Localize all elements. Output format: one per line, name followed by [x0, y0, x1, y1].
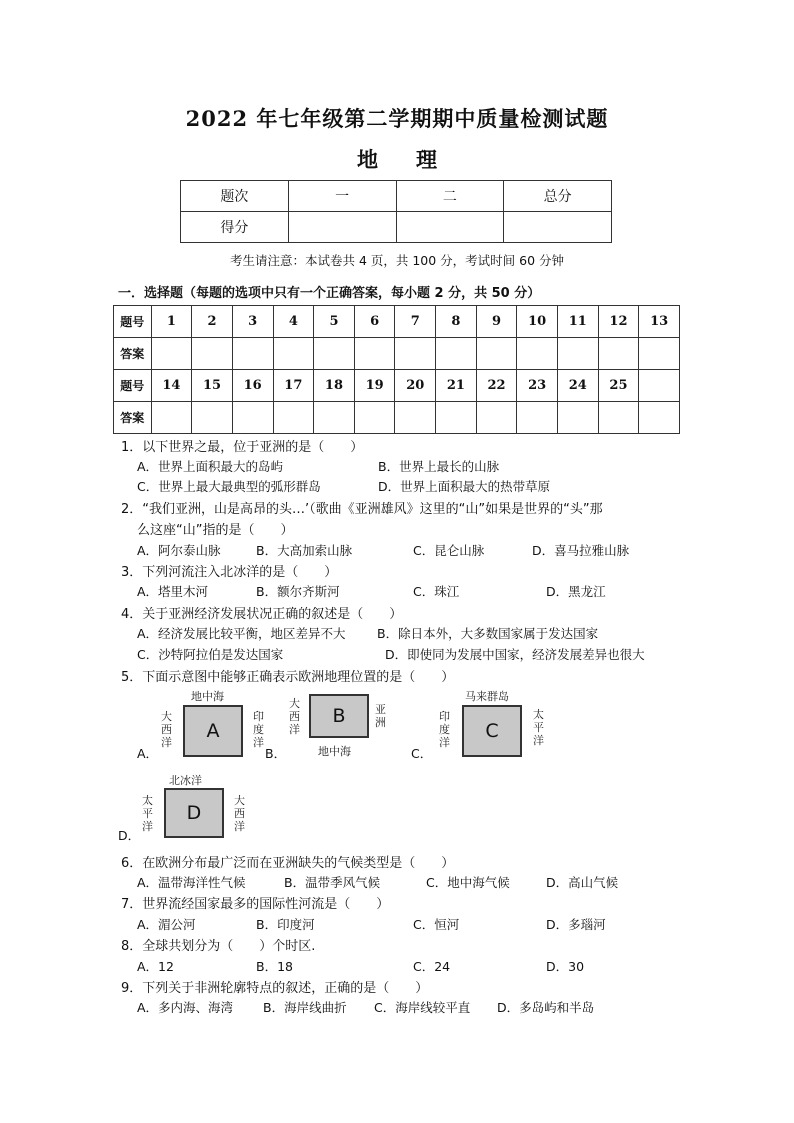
question-number-cell: 8 — [436, 306, 477, 338]
score-header-cell: 一 — [288, 181, 396, 212]
map-box: B — [309, 694, 369, 738]
label-south: 地中海 — [318, 745, 351, 758]
option-a[interactable]: A．湄公河 — [137, 917, 196, 932]
answer-table-label: 答案 — [114, 402, 152, 434]
answer-cell[interactable] — [354, 402, 395, 434]
option-c[interactable]: C．珠江 — [413, 584, 460, 599]
map-box: C — [462, 705, 522, 757]
answer-cell[interactable] — [639, 338, 680, 370]
answer-cell[interactable] — [232, 338, 273, 370]
option-b[interactable]: B．印度河 — [256, 917, 315, 932]
option-a[interactable]: A．塔里木河 — [137, 584, 209, 599]
option-c[interactable]: C．海岸线较平直 — [374, 1000, 471, 1015]
question-6: 6．在欧洲分布最广泛而在亚洲缺失的气候类型是（ ） — [121, 856, 455, 871]
question-5: 5．下面示意图中能够正确表示欧洲地理位置的是（ ） — [121, 670, 455, 685]
question-number-cell: 24 — [558, 370, 599, 402]
answer-cell[interactable] — [232, 402, 273, 434]
label-east: 太平洋 — [533, 708, 544, 747]
question-2: 2．“我们亚洲，山是高昂的头…’（歌曲《亚洲雄风》这里的“山”如果是世界的“头”那 — [121, 502, 603, 517]
option-c[interactable]: C．24 — [413, 959, 451, 974]
option-b[interactable]: B．18 — [256, 959, 293, 974]
subject-char-1: 地 — [357, 147, 378, 172]
label-north: 马来群岛 — [465, 690, 509, 703]
subject-char-2: 理 — [416, 147, 437, 172]
answer-table-label: 答案 — [114, 338, 152, 370]
question-number-cell: 3 — [232, 306, 273, 338]
option-d[interactable]: D．即使同为发展中国家，经济发展差异也很大 — [385, 647, 645, 662]
diagram-a[interactable] — [137, 688, 267, 763]
answer-cell[interactable] — [192, 402, 233, 434]
answer-cell[interactable] — [517, 402, 558, 434]
map-box: A — [183, 705, 243, 757]
question-number-cell: 12 — [598, 306, 639, 338]
answer-cell[interactable] — [476, 402, 517, 434]
question-number-cell: 14 — [151, 370, 192, 402]
question-number-cell: 1 — [151, 306, 192, 338]
diagram-b[interactable] — [265, 697, 395, 763]
answer-cell[interactable] — [639, 402, 680, 434]
question-8: 8．全球共划分为（ ）个时区. — [121, 939, 316, 954]
option-d[interactable]: D．多瑙河 — [546, 917, 606, 932]
question-number-cell: 19 — [354, 370, 395, 402]
answer-cell[interactable] — [273, 338, 314, 370]
answer-cell[interactable] — [151, 402, 192, 434]
answer-table-label: 题号 — [114, 306, 152, 338]
question-number-cell: 23 — [517, 370, 558, 402]
score-table — [180, 180, 612, 243]
option-a[interactable]: A．多内海、海湾 — [137, 1000, 234, 1015]
option-c[interactable]: C．昆仑山脉 — [413, 543, 485, 558]
option-b[interactable]: B．除日本外，大多数国家属于发达国家 — [377, 626, 599, 641]
option-c[interactable]: C．地中海气候 — [426, 875, 510, 890]
answer-cell[interactable] — [314, 338, 355, 370]
score-label-cell: 得分 — [181, 212, 289, 243]
option-b[interactable]: B．世界上最长的山脉 — [378, 459, 500, 474]
answer-cell[interactable] — [517, 338, 558, 370]
option-a[interactable]: A．阿尔泰山脉 — [137, 543, 221, 558]
answer-cell[interactable] — [354, 338, 395, 370]
question-number-cell: 7 — [395, 306, 436, 338]
option-a[interactable]: A．经济发展比较平衡，地区差异不大 — [137, 626, 346, 641]
question-number-cell — [639, 370, 680, 402]
option-d[interactable]: D．世界上面积最大的热带草原 — [378, 479, 551, 494]
map-box: D — [164, 788, 224, 838]
option-c[interactable]: C．沙特阿拉伯是发达国家 — [137, 647, 284, 662]
question-3: 3．下列河流注入北冰洋的是（ ） — [121, 565, 338, 580]
score-cell[interactable] — [504, 212, 612, 243]
question-number-cell: 13 — [639, 306, 680, 338]
option-a[interactable]: A．温带海洋性气候 — [137, 875, 246, 890]
option-d[interactable]: D．多岛屿和半岛 — [497, 1000, 595, 1015]
answer-cell[interactable] — [598, 338, 639, 370]
question-number-cell: 4 — [273, 306, 314, 338]
option-d[interactable]: D．高山气候 — [546, 875, 619, 890]
option-d[interactable]: D．喜马拉雅山脉 — [532, 543, 630, 558]
answer-table — [113, 305, 680, 434]
diagram-c[interactable] — [411, 688, 551, 763]
option-c[interactable]: C．恒河 — [413, 917, 460, 932]
question-number-cell: 17 — [273, 370, 314, 402]
label-east: 大西洋 — [234, 794, 245, 833]
question-2-cont: 么这座“山”指的是（ ） — [137, 523, 294, 538]
answer-cell[interactable] — [151, 338, 192, 370]
question-number-cell: 2 — [192, 306, 233, 338]
score-header-cell: 题次 — [181, 181, 289, 212]
option-b[interactable]: B．额尔齐斯河 — [256, 584, 340, 599]
option-a-label: A． — [137, 746, 159, 761]
option-b[interactable]: B．大高加索山脉 — [256, 543, 353, 558]
label-west: 大西洋 — [161, 710, 172, 749]
option-b-label: B． — [265, 746, 287, 761]
answer-cell[interactable] — [395, 402, 436, 434]
question-4: 4．关于亚洲经济发展状况正确的叙述是（ ） — [121, 607, 403, 622]
question-7: 7．世界流经国家最多的国际性河流是（ ） — [121, 897, 390, 912]
question-number-cell: 16 — [232, 370, 273, 402]
option-c-label: C． — [411, 746, 433, 761]
option-d[interactable]: D．黑龙江 — [546, 584, 606, 599]
option-a[interactable]: A．12 — [137, 959, 174, 974]
label-east: 亚洲 — [375, 703, 386, 729]
option-b[interactable]: B．温带季风气候 — [284, 875, 381, 890]
answer-cell[interactable] — [395, 338, 436, 370]
answer-cell[interactable] — [436, 402, 477, 434]
question-number-cell: 18 — [314, 370, 355, 402]
answer-cell[interactable] — [558, 338, 599, 370]
answer-cell[interactable] — [558, 402, 599, 434]
subject-title — [0, 144, 794, 174]
score-cell[interactable] — [396, 212, 504, 243]
answer-cell[interactable] — [314, 402, 355, 434]
answer-cell[interactable] — [273, 402, 314, 434]
exam-notice: 考生请注意：本试卷共 4 页，共 100 分，考试时间 60 分钟 — [229, 253, 565, 268]
page-title: 2022 年七年级第二学期期中质量检测试题 — [185, 106, 609, 131]
question-9: 9．下列关于非洲轮廓特点的叙述，正确的是（ ） — [121, 981, 429, 996]
label-west: 太平洋 — [142, 794, 153, 833]
question-number-cell: 10 — [517, 306, 558, 338]
question-1: 1．以下世界之最，位于亚洲的是（ ） — [121, 440, 364, 455]
answer-cell[interactable] — [436, 338, 477, 370]
answer-cell[interactable] — [192, 338, 233, 370]
label-north: 地中海 — [191, 690, 224, 703]
question-number-cell: 5 — [314, 306, 355, 338]
label-north: 北冰洋 — [169, 774, 202, 787]
score-cell[interactable] — [288, 212, 396, 243]
question-number-cell: 11 — [558, 306, 599, 338]
label-west: 印度洋 — [439, 710, 450, 749]
section-heading: 一．选择题（每题的选项中只有一个正确答案，每小题 2 分，共 50 分） — [118, 286, 541, 301]
score-header-cell: 二 — [396, 181, 504, 212]
question-number-cell: 22 — [476, 370, 517, 402]
question-number-cell: 25 — [598, 370, 639, 402]
question-number-cell: 21 — [436, 370, 477, 402]
answer-cell[interactable] — [476, 338, 517, 370]
option-a[interactable]: A．世界上面积最大的岛屿 — [137, 459, 284, 474]
question-number-cell: 20 — [395, 370, 436, 402]
answer-cell[interactable] — [598, 402, 639, 434]
label-east: 印度洋 — [253, 710, 264, 749]
question-number-cell: 15 — [192, 370, 233, 402]
question-number-cell: 9 — [476, 306, 517, 338]
score-header-cell: 总分 — [504, 181, 612, 212]
question-number-cell: 6 — [354, 306, 395, 338]
option-d-label: D． — [118, 828, 141, 843]
option-c[interactable]: C．世界上最大最典型的弧形群岛 — [137, 479, 321, 494]
option-d[interactable]: D．30 — [546, 959, 585, 974]
diagram-d[interactable] — [118, 772, 253, 842]
label-west: 大西洋 — [289, 697, 300, 736]
option-b[interactable]: B．海岸线曲折 — [263, 1000, 347, 1015]
answer-table-label: 题号 — [114, 370, 152, 402]
